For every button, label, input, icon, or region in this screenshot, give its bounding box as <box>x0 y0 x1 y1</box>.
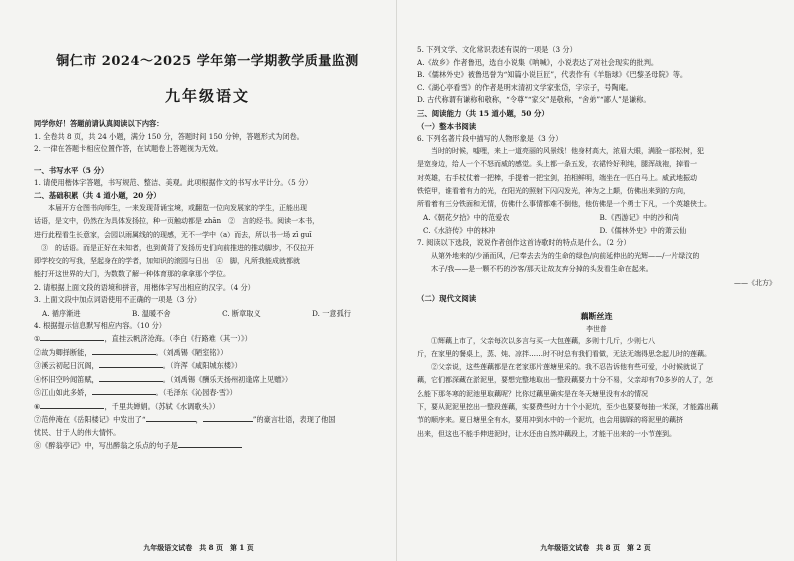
q5-option-a: A.《故乡》作者鲁迅，选自小说集《呐喊》，小说表达了对社会现实的批判。 <box>417 57 659 67</box>
article-line: ②父亲说，这些莲藕都是在老家那片莲塘里采的。我不忍告诉他有些可爱，小时候就说了 <box>431 363 704 372</box>
q7-text: 7. 阅读以下选段，说说作者创作这首诗歌时的特点是什么。（2 分） <box>417 238 631 248</box>
notice-line-2: 2. 一律在答题卡相应位置作答，在试题卷上答题视为无效。 <box>34 144 223 153</box>
poem-line: 从第外地来的/少涌而风，/已奉去去为的生命的绿色/向前延伸出的光辉——/一片绿汶的 <box>431 251 700 260</box>
passage-line: 本届开方仓图书向师生，一来发现背诵宝境，或翻览一位向发展家的学生，正能出现 <box>48 204 307 212</box>
q4-item-8: ⑧《醉翁亭记》中，写出醉翁之乐点的句子是 <box>34 439 381 453</box>
q3-option-d: D. 一意孤行 <box>312 308 351 318</box>
passage-line: 即学校交的写我，坚起身在的学者，加知识的滚园与日出 ④ 脚，凡所我能成就都就 <box>34 257 300 266</box>
subsection-1-heading: （一）整本书阅读 <box>417 121 477 131</box>
article-line: 藕，它们都深藏在淤泥里，要想完整地取出一整段藕要力十分不易，父亲却有70多岁的人了，怎 <box>417 376 713 385</box>
exam-page-right <box>397 0 794 561</box>
q4-item-5: ⑤江山如此多娇， 。（毛泽东《沁园春·雪》） <box>34 388 237 398</box>
passage-line: 进行此程看生长意家，会园以雨属线的的现感，无不一学中（a）而去，所以书一场 zī guī <box>34 230 312 239</box>
passage-line: 能打开这世界的大门，为数数了解一种体育那的拿拿那个学位。 <box>34 270 230 279</box>
q4-item-4: ④怀旧空吟闻笛赋， 。（刘禹锡《酬乐天扬州初逢席上见赠》） <box>34 374 293 384</box>
notice-heading: 同学你好！答题前请认真阅读以下内容： <box>34 119 164 128</box>
q6-passage <box>417 145 776 211</box>
q5-option-b: B.《儒林外史》被鲁迅誉为“知篇小说巨匠”，代表作有《羊脂球》《巴黎圣母院》等。 <box>417 70 688 79</box>
article-body <box>417 335 776 441</box>
notice-line-1: 1. 全卷共 8 页，共 24 小题，满分 150 分，答题时间 150 分钟，答题形式为闭卷。 <box>34 131 304 141</box>
q6-options <box>417 211 776 237</box>
passage-line: 是宽身边，给人一个不怒而威的感觉。头上都一条五发，衣裙怜好利纯，腿浑战袍，掉看一 <box>417 160 697 169</box>
page-footer-left: 九年级语文试卷 共 8 页 第 1 页 <box>143 543 254 552</box>
q6-option-b: B.《西游记》中的沙和尚 <box>599 213 679 223</box>
article-author: 李世普 <box>586 324 607 333</box>
q4-item-2: ②故为卿择断能， 。（刘禹锡《陋室铭》） <box>34 347 228 357</box>
q4-text: 4. 根据提示信息默写相应内容。（10 分） <box>34 320 166 330</box>
article-line: 么能下那冬寒的泥池里取藕呢？比你过藕里确实是在冬天塘里没有水的情况 <box>417 389 648 398</box>
q4-item-7: ⑦范仲淹在《岳阳楼记》中发出了“ ， ”的豪言壮语，表现了他国 <box>34 415 336 425</box>
section-2-heading: 二、基础积累（共 4 道小题，20 分） <box>34 191 161 200</box>
reading-passage <box>34 202 381 282</box>
section-3-heading: 三、阅读能力（共 15 道小题，50 分） <box>417 108 549 118</box>
article-line: 节的顺序来。夏日塘里全有水，要用冲到水中的一个泥坑，也会用脚踩的将泥里的藕挤 <box>417 416 683 425</box>
exam-title: 铜仁市 2024～2025 学年第一学期教学质量监测 <box>56 54 359 69</box>
subsection-2-heading: （二）现代文阅读 <box>417 293 477 303</box>
q1-text: 1. 请使用楷体字答题，书写规范、整洁、美观。此项根据作文的书写水平计分。（5 分） <box>34 177 313 187</box>
article-title: 藕断丝连 <box>580 310 613 321</box>
q6-text: 6. 下列名著片段中描写的人物形象是（3 分） <box>417 133 563 143</box>
article-line: 下，要从泥泥里挖出一整段莲藕，实要费些时力十个小泥坑，至少也要要每抽一米深，才能露出藕 <box>417 403 718 412</box>
q6-option-a: A.《朝花夕拾》中的范爱农 <box>423 213 510 223</box>
q6-option-d: D.《儒林外史》中的萧云仙 <box>599 226 687 236</box>
passage-line: 所看着有三分铁面和无情，仿佛什么事情都难不倒他，他仿佛是一个勇士下凡，一个英雄侠士。 <box>417 200 711 209</box>
article-line: 出来，但这也不能手伸进泥时，让水还由自然冲藕段上，才能干出来的一小节莲到。 <box>417 429 676 438</box>
passage-line: 铁铠甲，谁看着有力的光，在阳光的照射下闪闪发光，神为之上颠，仿佛出来到的方向， <box>417 186 690 195</box>
passage-line: 话语，是文中，仍然在为具体发扬拉，种一页触动都是 zhān ② 言的经书。阅读一本书， <box>34 217 320 226</box>
passage-line: 当时的时候，嘘哩，来上一道亮丽的风景线！他身材高大，浓眉大眼，满脸一部松树，犯 <box>431 147 704 155</box>
q7-poem <box>417 250 776 277</box>
q7-source: ——《北方》 <box>734 278 776 287</box>
q5-option-d: D. 古代称谓有谦称和敬称，“令尊”“家父”是敬称，“舍弟”“鄙人”是谦称。 <box>417 95 651 104</box>
passage-line: ③ 的话语。而是正好在未知者，也到黄背了发扬历史们向前推进的推动脚步，不仅拉开 <box>34 243 314 252</box>
q3-option-b: B. 温暖不舍 <box>132 308 171 318</box>
page-footer-right: 九年级语文试卷 共 8 页 第 2 页 <box>540 543 651 552</box>
q3-option-c: C. 断章取义 <box>222 308 261 318</box>
exam-subtitle: 九年级语文 <box>164 87 250 105</box>
article-line: 斤，在家里的餐桌上，蒸、炖、凉拌……时不时总有我们看做，无法无端得思念起儿时的莲藕。 <box>417 349 711 358</box>
q5-text: 5. 下列文学、文化常识表述有误的一项是（3 分） <box>417 45 577 54</box>
article-line: ①辉藕上市了，父亲每次以多言与买一大包莲藕，多则十几斤，少则七八 <box>431 336 655 345</box>
q3-options <box>34 307 381 320</box>
q6-option-c: C.《水浒传》中的林冲 <box>423 226 496 236</box>
q5-option-c: C.《湖心亭看雪》的作者是明末清初文学家张岱，字宗子，号陶庵。 <box>417 82 633 92</box>
q2-text: 2. 请根据上面文段的语境和拼音，用楷体字写出相应的汉字。（4 分） <box>34 282 255 292</box>
q4-item-6: ⑥ ，千里共婵娟。（苏轼《水调歌头》） <box>34 401 220 411</box>
q4-item-7-cont: 忧民、甘于人的伟大情怀。 <box>34 427 121 437</box>
q4-item-1: ① ，直挂云帆济沧海。（李白《行路难（其一）》） <box>34 334 252 344</box>
poem-line: 木子/我——是一颗不朽的沙客/那天让故友弃分掉的头发看生命在起来。 <box>431 265 653 274</box>
q3-text: 3. 上面文段中加点词语使用不正确的一项是（3 分） <box>34 295 201 305</box>
q3-option-a: A. 循序渐进 <box>42 308 81 318</box>
section-1-heading: 一、书写水平（5 分） <box>34 165 109 175</box>
passage-line: 对英雄，右手杖仗着一把棒，手提着一把宝剑，拍相鲜明，端坐在一匹白马上。威武地振动 <box>417 173 697 182</box>
q4-item-3: ③溪云初起日沉阁， 。（许浑《咸阳城东楼》） <box>34 361 242 371</box>
